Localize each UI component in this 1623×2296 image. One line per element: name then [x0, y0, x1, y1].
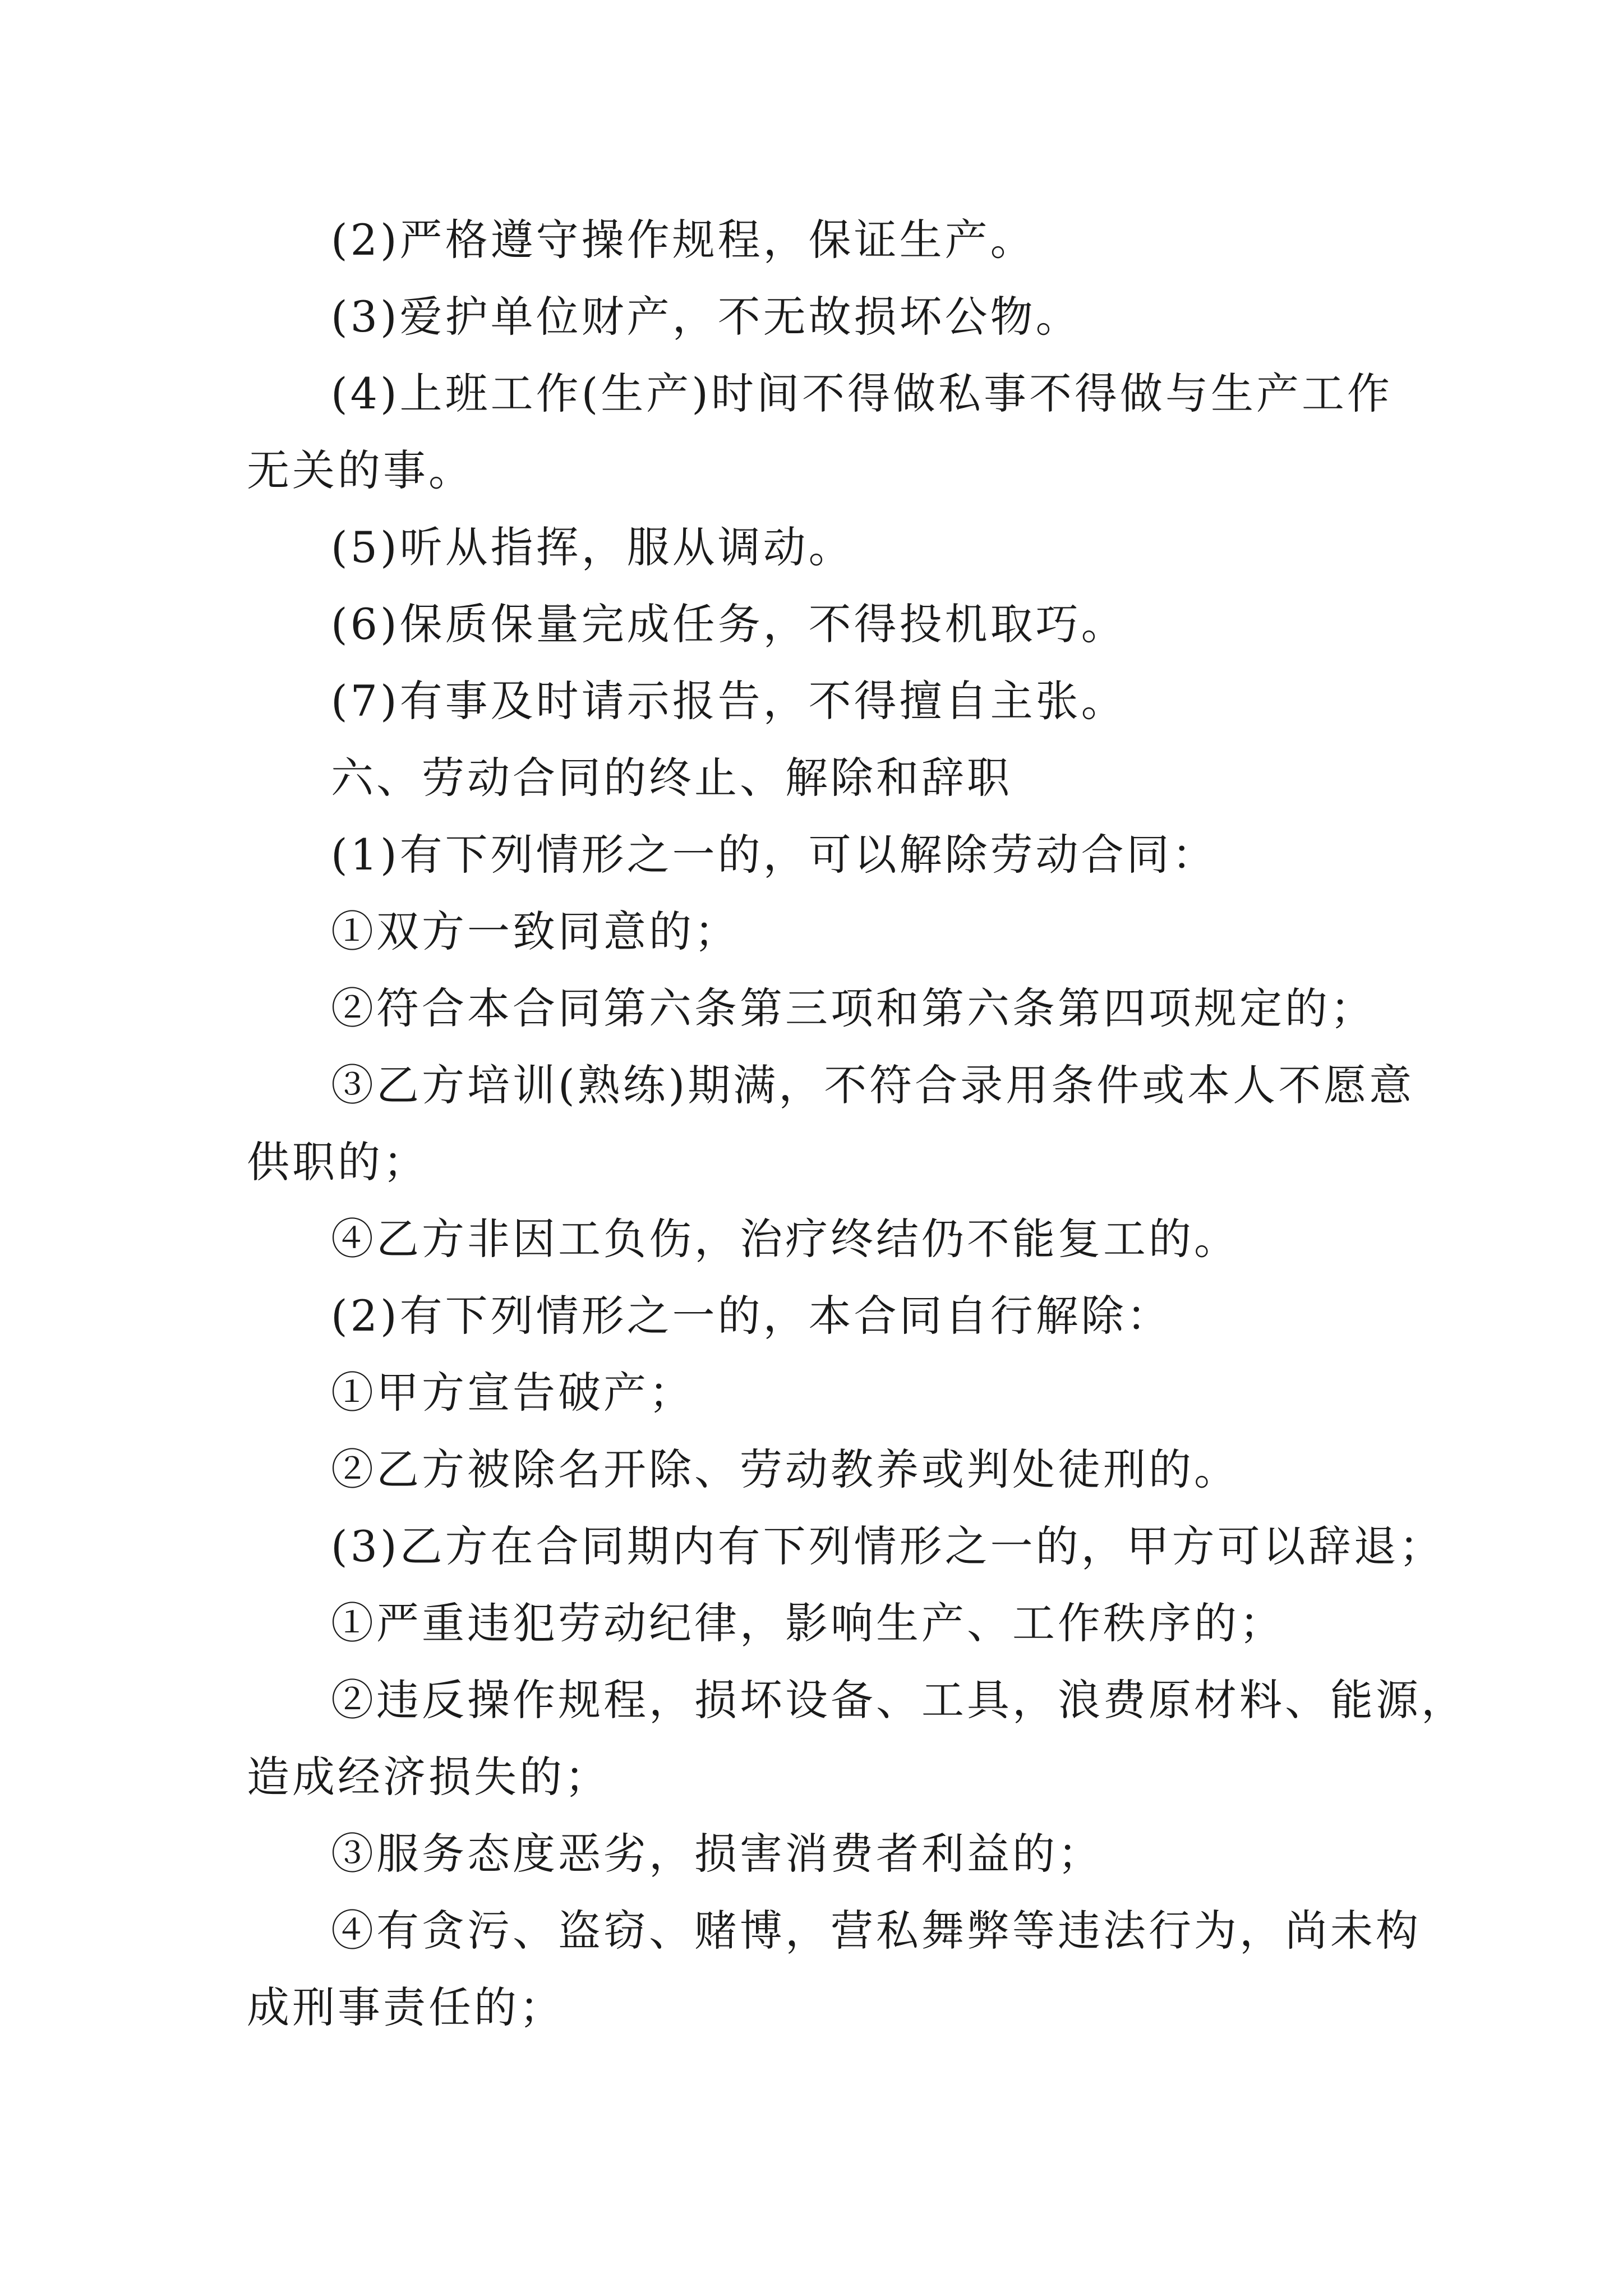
text-line-5: (5)听从指挥，服从调动。	[331, 522, 854, 572]
text-line-19: ①严重违犯劳动纪律，影响生产、工作秩序的；	[331, 1598, 1285, 1648]
text-line-22: ③服务态度恶劣，损害消费者利益的；	[331, 1829, 1103, 1879]
text-line-3: (4)上班工作(生产)时间不得做私事不得做与生产工作	[331, 369, 1393, 418]
text-line-24: 成刑事责任的；	[247, 1982, 565, 2032]
text-line-2: (3)爱护单位财产，不无故损坏公物。	[331, 292, 1081, 342]
text-line-12: ③乙方培训(熟练)期满，不符合录用条件或本人不愿意	[331, 1060, 1415, 1110]
text-line-23: ④有贪污、盗窃、赌博，营私舞弊等违法行为，尚未构	[331, 1906, 1421, 1955]
text-line-9: (1)有下列情形之一的，可以解除劳动合同：	[331, 830, 1218, 880]
text-line-21: 造成经济损失的；	[247, 1752, 610, 1802]
text-line-13: 供职的；	[247, 1137, 428, 1187]
text-line-20: ②违反操作规程，损坏设备、工具，浪费原材料、能源，	[331, 1675, 1467, 1725]
text-line-1: (2)严格遵守操作规程，保证生产。	[331, 215, 1036, 265]
text-line-10: ①双方一致同意的；	[331, 907, 740, 956]
text-line-16: ①甲方宣告破产；	[331, 1368, 694, 1418]
text-line-14: ④乙方非因工负伤，治疗终结仍不能复工的。	[331, 1214, 1239, 1264]
text-line-11: ②符合本合同第六条第三项和第六条第四项规定的；	[331, 983, 1376, 1033]
text-line-6: (6)保质保量完成任务，不得投机取巧。	[331, 599, 1127, 649]
text-line-15: (2)有下列情形之一的，本合同自行解除：	[331, 1291, 1172, 1341]
text-line-18: (3)乙方在合同期内有下列情形之一的，甲方可以辞退；	[331, 1521, 1445, 1571]
text-line-7: (7)有事及时请示报告，不得擅自主张。	[331, 676, 1127, 726]
text-line-17: ②乙方被除名开除、劳动教养或判处徒刑的。	[331, 1444, 1239, 1494]
section-heading: 六、劳动合同的终止、解除和辞职	[331, 753, 1012, 803]
text-line-4: 无关的事。	[247, 445, 474, 495]
